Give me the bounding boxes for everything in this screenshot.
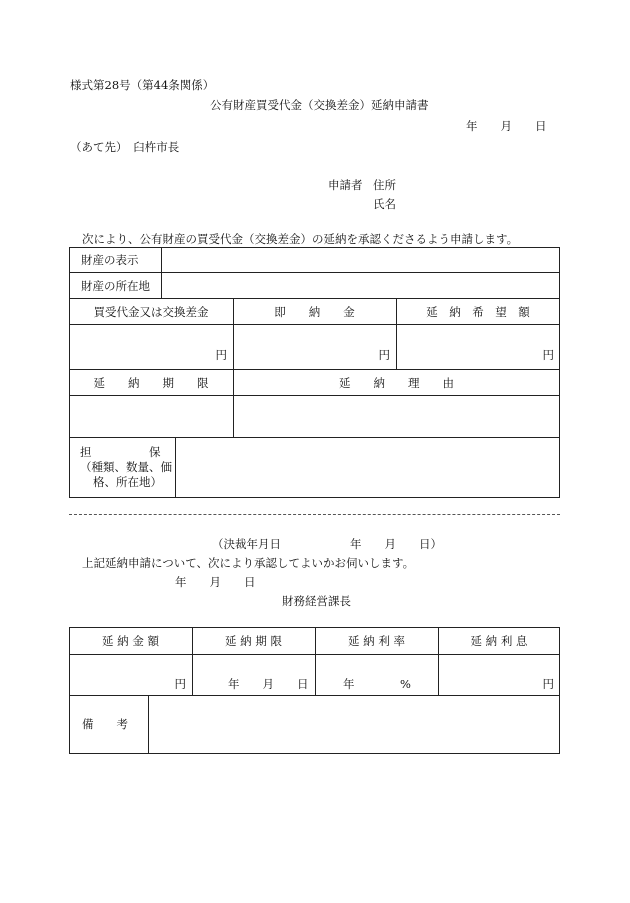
reason-header: 延 納 理 由 (339, 376, 454, 390)
amount-yen: 円 (215, 348, 227, 362)
manager-title: 財務経営課長 (282, 594, 351, 608)
property-display-label: 財産の表示 (81, 253, 139, 267)
amount-header: 買受代金又は交換差金 (93, 305, 209, 319)
immediate-yen: 円 (378, 348, 390, 362)
approval-date: 年 月 日 (175, 575, 256, 589)
submission-date: 年 月 日 (466, 119, 547, 133)
form-title: 公有財産買受代金（交換差金）延納申請書 (210, 98, 429, 112)
deferred-interest-col: 延 納 利 息 (470, 634, 528, 648)
intro-text: 次により、公有財産の買受代金（交換差金）の延納を承認くださるよう申請します。 (82, 232, 519, 246)
deferred-rate-col: 延 納 利 率 (348, 634, 405, 648)
deadline-header: 延 納 期 限 (93, 376, 209, 390)
property-location-label: 財産の所在地 (81, 279, 150, 293)
security-label: 担 保 (80, 445, 161, 459)
addressee: （あて先） 臼杵市長 (70, 140, 180, 154)
interest-yen: 円 (542, 677, 554, 691)
form-code: 様式第28号（第44条関係） (70, 78, 215, 92)
deferred-yen: 円 (542, 348, 554, 362)
cut-line (69, 514, 560, 515)
remarks-label: 備 考 (82, 717, 128, 731)
deferred-amount-col: 延 納 金 額 (102, 634, 159, 648)
decision-date: （決裁年月日 年 月 日） (212, 537, 442, 551)
immediate-payment-header: 即 納 金 (274, 305, 355, 319)
name-label: 氏名 (373, 197, 396, 211)
deferred-deadline-col: 延 納 期 限 (225, 634, 282, 648)
security-detail-1: （種類、数量、価 (80, 460, 172, 474)
security-detail-2: 格、所在地） (93, 475, 162, 489)
rate-year: 年 (343, 677, 355, 691)
deferred-amount-header: 延 納 希 望 額 (426, 305, 530, 319)
approval-statement: 上記延納申請について、次により承認してよいかお伺いします。 (82, 556, 415, 570)
address-label: 住所 (373, 178, 396, 192)
deferred-amount-yen: 円 (174, 677, 186, 691)
applicant-label: 申請者 (328, 178, 363, 192)
rate-percent: % (400, 677, 411, 691)
deferred-deadline-value: 年 月 日 (228, 677, 309, 691)
